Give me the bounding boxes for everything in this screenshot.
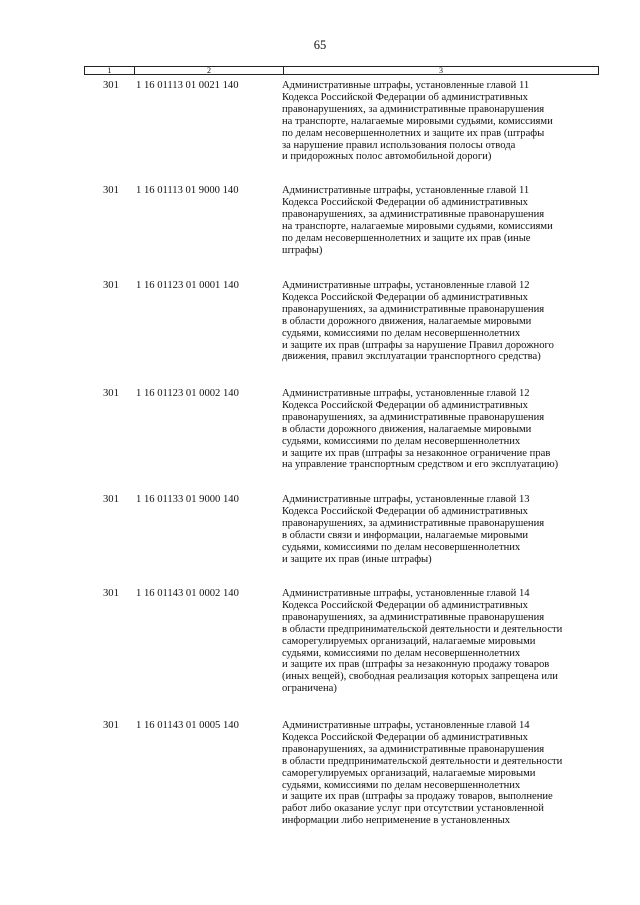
admin-code-cell: 301 [103,280,119,291]
description-line: и защите их прав (иные штрафы) [282,553,432,565]
description-cell [282,185,612,256]
description-line: правонарушениях, за административные правонарушения [282,208,545,220]
description-line: Кодекса Российской Федерации об административных [282,399,528,411]
description-line: движения, правил эксплуатации транспортного средства) [282,351,541,363]
description-cell [282,720,612,827]
description-line: Административные штрафы, установленные главой 12 [282,280,530,291]
description-line: Кодекса Российской Федерации об административных [282,731,528,743]
description-line: судьями, комиссиями по делам несовершеннолетних [282,779,521,791]
budget-code-cell: 1 16 01143 01 0002 140 [136,588,239,599]
description-line: судьями, комиссиями по делам несовершеннолетних [282,435,521,447]
description-line: и защите их прав (штрафы за нарушение Правил дорожного [282,339,554,351]
budget-code-cell: 1 16 01133 01 9000 140 [136,494,239,505]
description-line: на транспорте, налагаемые мировыми судьями, комиссиями [282,220,553,232]
admin-code-cell: 301 [103,588,119,599]
description-line: правонарушениях, за административные правонарушения [282,517,545,529]
description-cell [282,280,612,363]
budget-code-cell: 1 16 01123 01 0001 140 [136,280,239,291]
column-header-1: 1 [85,67,135,74]
description-line: правонарушениях, за административные правонарушения [282,411,545,423]
budget-code-cell: 1 16 01123 01 0002 140 [136,388,239,399]
description-line: работ либо оказание услуг при отсутствии установленной [282,803,544,815]
description-line: саморегулируемых организаций, налагаемые мировыми [282,767,536,779]
description-line: Кодекса Российской Федерации об административных [282,599,528,611]
description-line: судьями, комиссиями по делам несовершеннолетних [282,327,521,339]
description-line: саморегулируемых организаций, налагаемые мировыми [282,635,536,647]
description-line: и защите их прав (штрафы за незаконную продажу товаров [282,659,550,671]
table-column-header [84,66,599,75]
description-line: (иных вещей), свободная реализация которых запрещена или [282,671,558,683]
column-header-2: 2 [135,67,284,74]
description-line: и придорожных полос автомобильной дороги) [282,151,492,163]
page-number: 65 [313,38,327,52]
budget-code-cell: 1 16 01113 01 0021 140 [136,80,239,91]
description-cell [282,588,612,695]
description-line: Кодекса Российской Федерации об административных [282,505,528,517]
description-line: в области предпринимательской деятельности и деятельности [282,755,563,767]
description-line: Административные штрафы, установленные главой 14 [282,588,530,599]
description-line: и защите их прав (штрафы за продажу товаров, выполнение [282,791,553,803]
description-line: Административные штрафы, установленные главой 13 [282,494,530,505]
description-line: в области дорожного движения, налагаемые мировыми [282,315,532,327]
admin-code-cell: 301 [103,720,119,731]
description-line: правонарушениях, за административные правонарушения [282,303,545,315]
description-line: по делам несовершеннолетних и защите их прав (иные [282,232,531,244]
admin-code-cell: 301 [103,185,119,196]
description-line: в области предпринимательской деятельности и деятельности [282,623,563,635]
description-cell [282,80,612,163]
description-line: за нарушение правил использования полосы отвода [282,139,516,151]
admin-code-cell: 301 [103,494,119,505]
admin-code-cell: 301 [103,388,119,399]
description-line: судьями, комиссиями по делам несовершеннолетних [282,541,521,553]
budget-code-cell: 1 16 01143 01 0005 140 [136,720,239,731]
admin-code-cell: 301 [103,80,119,91]
description-line: Административные штрафы, установленные главой 12 [282,388,530,399]
description-line: ограничена) [282,683,337,695]
description-cell [282,388,612,471]
description-line: правонарушениях, за административные правонарушения [282,103,545,115]
description-line: штрафы) [282,244,323,256]
description-line: Кодекса Российской Федерации об административных [282,291,528,303]
description-line: и защите их прав (штрафы за незаконное ограничение прав [282,447,551,459]
column-header-3: 3 [439,66,443,75]
description-line: на управление транспортным средством и его эксплуатацию) [282,459,559,471]
budget-code-cell: 1 16 01113 01 9000 140 [136,185,239,196]
description-line: Кодекса Российской Федерации об административных [282,91,528,103]
description-line: Административные штрафы, установленные главой 14 [282,720,530,731]
description-line: правонарушениях, за административные правонарушения [282,743,545,755]
description-line: на транспорте, налагаемые мировыми судьями, комиссиями [282,115,553,127]
description-cell [282,494,612,565]
description-line: Административные штрафы, установленные главой 11 [282,80,530,91]
description-line: Кодекса Российской Федерации об административных [282,196,528,208]
description-line: Административные штрафы, установленные главой 11 [282,185,530,196]
description-line: информации либо неприменение в установленных [282,815,511,827]
description-line: по делам несовершеннолетних и защите их прав (штрафы [282,127,545,139]
description-line: в области связи и информации, налагаемые мировыми [282,529,529,541]
description-line: в области дорожного движения, налагаемые мировыми [282,423,532,435]
description-line: судьями, комиссиями по делам несовершеннолетних [282,647,521,659]
description-line: правонарушениях, за административные правонарушения [282,611,545,623]
